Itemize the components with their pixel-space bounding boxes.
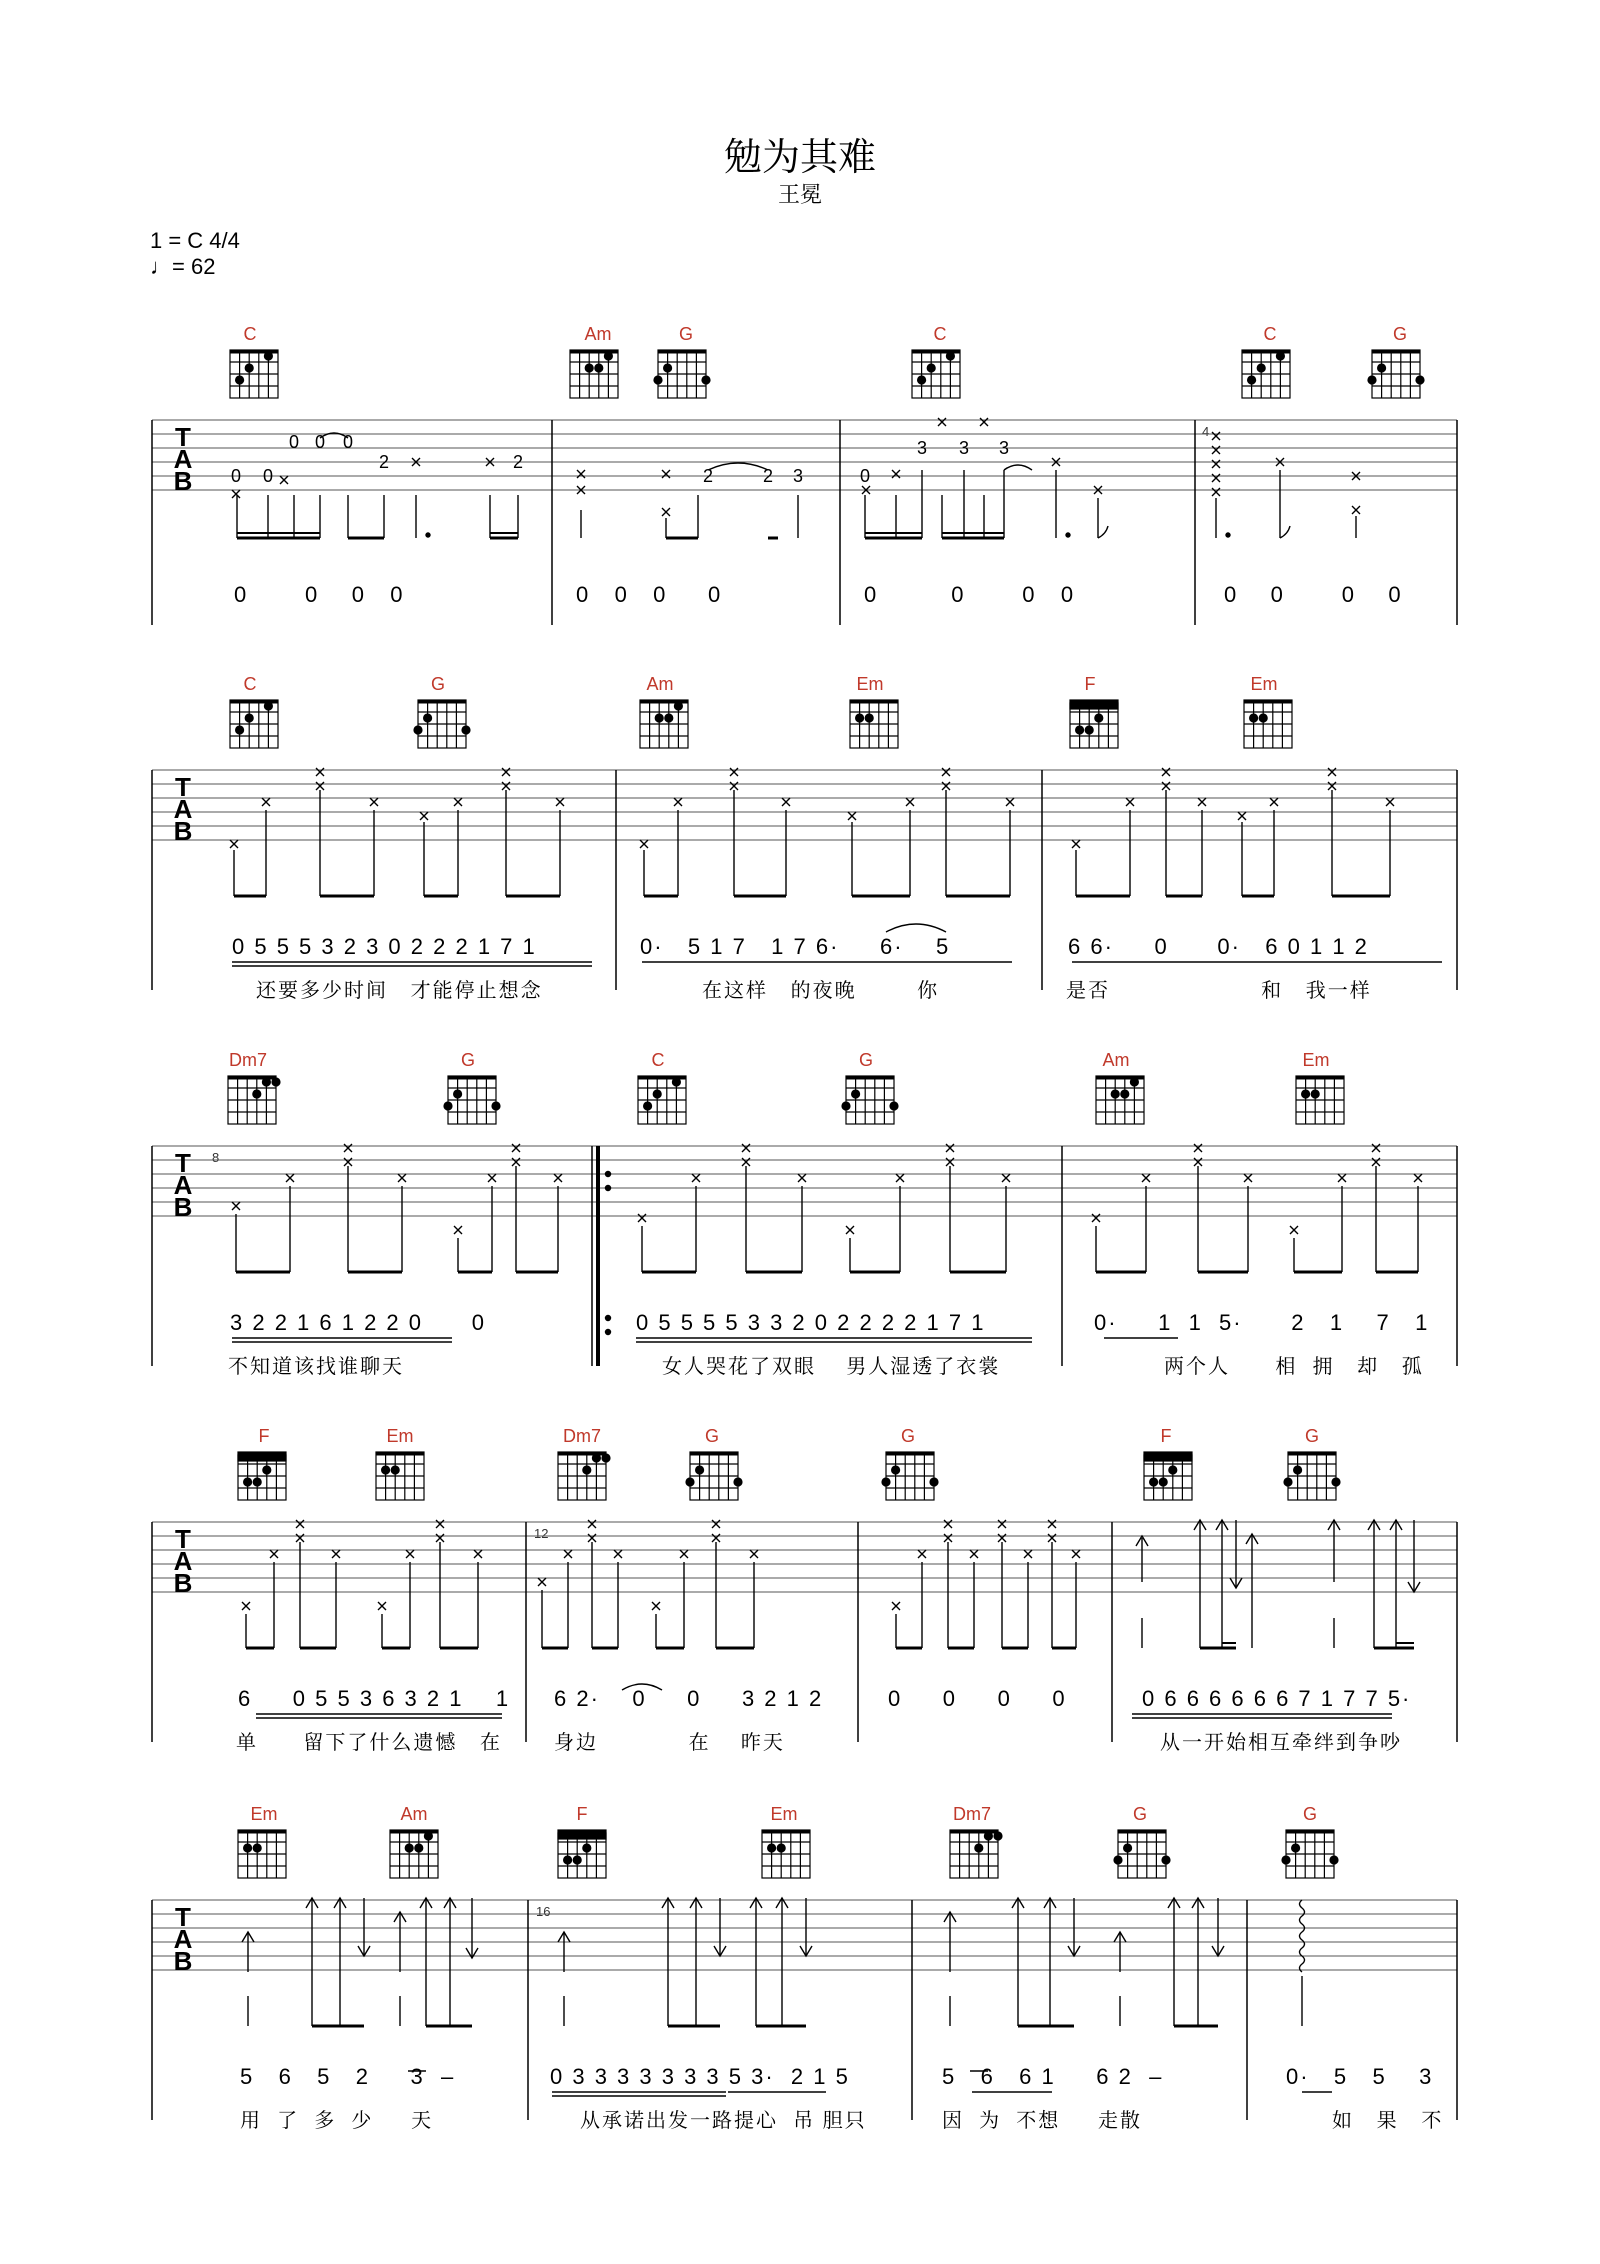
measure-number: 16 <box>536 1904 551 1919</box>
jianpu-measure: 0 0 0 0 <box>234 582 405 607</box>
lyric-line: 在这样 的夜晚 你 <box>702 980 940 1002</box>
jianpu-measure: 6 2· 0 0 3 2 1 2 <box>554 1686 824 1711</box>
lyric-line: 从一开始相互牵绊到争吵 <box>1160 1732 1402 1754</box>
chord-diagram-g <box>842 1076 898 1124</box>
chord-diagram-g <box>1114 1830 1170 1878</box>
chord-diagrams <box>230 700 1292 748</box>
chord-diagram-em <box>1244 700 1292 748</box>
chord-name: Em <box>386 1426 414 1446</box>
chord-name: F <box>258 1426 270 1446</box>
chord-diagram-g <box>414 700 470 748</box>
svg-text:2: 2 <box>378 452 390 472</box>
chord-diagram-g <box>686 1452 742 1500</box>
chord-name: Em <box>250 1804 278 1824</box>
chord-diagram-c <box>638 1076 686 1124</box>
lyric-line: 是否 和 我一样 <box>1066 980 1372 1002</box>
chord-diagram-em <box>1296 1076 1344 1124</box>
chord-name: G <box>1302 1804 1317 1824</box>
tab-system-3 <box>152 1046 1457 1386</box>
chord-diagram-g <box>1282 1830 1338 1878</box>
chord-diagram-g <box>444 1076 500 1124</box>
chord-diagram-em <box>238 1830 286 1878</box>
chord-diagram-f <box>238 1452 286 1500</box>
chord-diagrams <box>238 1452 1340 1500</box>
chord-diagrams <box>238 1830 1338 1878</box>
chord-diagram-c <box>1242 350 1290 398</box>
svg-text:0: 0 <box>859 466 871 486</box>
jianpu-measure: 0 0 0 0 <box>1224 582 1403 607</box>
chord-name: G <box>858 1050 873 1070</box>
jianpu-measure: 0 0 0 0 <box>888 1686 1067 1711</box>
measure-number: 12 <box>534 1526 549 1541</box>
tab-system-2 <box>152 670 1457 1010</box>
svg-text:0: 0 <box>342 432 354 452</box>
tab-clef: T A B <box>173 1524 193 1598</box>
jianpu-measure: 0 6 6 6 6 6 6 7 1 7 7 5· <box>1142 1686 1412 1711</box>
svg-text:0: 0 <box>230 466 242 486</box>
chord-diagram-g <box>1284 1452 1340 1500</box>
svg-text:0: 0 <box>262 466 274 486</box>
svg-text:3: 3 <box>958 438 970 458</box>
chord-name: Am <box>646 674 674 694</box>
chord-name: G <box>900 1426 915 1446</box>
chord-diagram-dm7 <box>558 1452 610 1500</box>
chord-diagram-am <box>640 700 688 748</box>
jianpu-measure: 0· 1 1 5· 2 1 7 1 <box>1094 1310 1430 1335</box>
chord-diagram-f <box>1144 1452 1192 1500</box>
chord-name: G <box>460 1050 475 1070</box>
chord-name: F <box>1160 1426 1172 1446</box>
jianpu-measure: 0· 5 1 7 1 7 6· 6· 5 <box>640 934 951 959</box>
chord-diagram-em <box>762 1830 810 1878</box>
jianpu-measure: 0 3 3 3 3 3 3 3 5 3· 2 1 5 <box>550 2064 850 2089</box>
chord-name: Am <box>400 1804 428 1824</box>
measure-number: 8 <box>212 1150 220 1165</box>
jianpu-measure: 0 5 5 5 3 2 3 0 2 2 2 1 7 1 <box>232 934 537 959</box>
tab-lines <box>152 770 1457 846</box>
tab-clef: T A B <box>173 1148 193 1222</box>
chord-name: Dm7 <box>562 1426 601 1446</box>
chord-name: Em <box>856 674 884 694</box>
chord-name: Em <box>1302 1050 1330 1070</box>
chord-name: C <box>243 674 257 694</box>
chord-name: F <box>1084 674 1096 694</box>
svg-text:3: 3 <box>998 438 1010 458</box>
lyric-line: 不知道该找谁聊天 <box>228 1356 404 1378</box>
lyric-line: 从承诺出发一路提心 吊 胆只 <box>580 2110 867 2132</box>
chord-diagram-g <box>882 1452 938 1500</box>
jianpu-measure: 0 5 5 5 5 3 3 2 0 2 2 2 2 1 7 1 <box>636 1310 986 1335</box>
lyric-line: 单 留下了什么遗憾 在 <box>236 1732 503 1754</box>
jianpu-measure: 5 6 5 2 3 – <box>240 2064 456 2089</box>
jianpu-measure: 0 0 0 0 <box>576 582 723 607</box>
lyric-line: 还要多少时间 才能停止想念 <box>256 980 543 1002</box>
tempo-marking: ♩= 62 <box>150 254 216 279</box>
svg-text:3: 3 <box>792 466 804 486</box>
chord-name: G <box>1392 324 1407 344</box>
chord-name: Dm7 <box>228 1050 267 1070</box>
tab-clef: T A B <box>173 422 193 496</box>
jianpu-measure: 0 0 0 0 <box>864 582 1076 607</box>
chord-diagram-am <box>570 350 618 398</box>
jianpu-measure: 6 6· 0 0· 6 0 1 1 2 <box>1068 934 1369 959</box>
lyric-line: 因 为 不想 走散 <box>942 2110 1143 2132</box>
tab-clef: T A B <box>173 772 193 846</box>
chord-name: G <box>678 324 693 344</box>
chord-diagram-c <box>230 350 278 398</box>
svg-text:3: 3 <box>916 438 928 458</box>
chord-diagram-f <box>558 1830 606 1878</box>
chord-name: Dm7 <box>952 1804 991 1824</box>
chord-diagram-f <box>1070 700 1118 748</box>
chord-diagram-g <box>654 350 710 398</box>
chord-diagram-dm7 <box>228 1076 280 1124</box>
key-signature: 1 = C 4/4 <box>150 228 240 253</box>
key-tempo-block <box>150 228 240 280</box>
chord-name: Em <box>1250 674 1278 694</box>
tab-system-1 <box>152 320 1457 640</box>
chord-name: C <box>933 324 947 344</box>
notes <box>231 418 1360 538</box>
lyric-line: 两个人 相 拥 却 孤 <box>1164 1356 1424 1378</box>
jianpu-measure: 0· 5 5 3 <box>1286 2064 1434 2089</box>
chord-name: G <box>430 674 445 694</box>
chord-diagrams <box>228 1076 1344 1124</box>
chord-name: G <box>1304 1426 1319 1446</box>
tab-lines <box>152 1900 1457 1976</box>
svg-text:2: 2 <box>512 452 524 472</box>
chord-name: F <box>576 1804 588 1824</box>
chord-diagram-c <box>912 350 960 398</box>
tab-clef: T A B <box>173 1902 193 1976</box>
jianpu-measure: 5 6 6 1 6 2 – <box>942 2064 1164 2089</box>
jianpu-measure: 6 0 5 5 3 6 3 2 1 1 <box>238 1686 511 1711</box>
song-artist: 王冕 <box>777 182 822 207</box>
svg-text:2: 2 <box>702 466 714 486</box>
chord-diagram-c <box>230 700 278 748</box>
chord-diagram-am <box>1096 1076 1144 1124</box>
chord-name: G <box>704 1426 719 1446</box>
chord-diagram-am <box>390 1830 438 1878</box>
chord-name: C <box>243 324 257 344</box>
tab-lines <box>152 420 1457 496</box>
chord-diagram-dm7 <box>950 1830 1002 1878</box>
svg-text:2: 2 <box>762 466 774 486</box>
chord-diagrams <box>230 350 1424 398</box>
lyric-line: 身边 在 昨天 <box>554 1732 785 1754</box>
chord-name: Am <box>584 324 612 344</box>
jianpu-measure: 3 2 2 1 6 1 2 2 0 0 <box>230 1310 486 1335</box>
chord-diagram-em <box>850 700 898 748</box>
lyric-line: 女人哭花了双眼 男人湿透了衣裳 <box>662 1356 1001 1378</box>
chord-diagram-em <box>376 1452 424 1500</box>
tab-lines <box>152 1522 1457 1598</box>
svg-text:0: 0 <box>314 432 326 452</box>
tab-system-4 <box>152 1422 1457 1762</box>
lyric-line: 如 果 不 <box>1332 2110 1444 2132</box>
chord-name: C <box>1263 324 1277 344</box>
lyric-line: 用 了 多 少 天 <box>240 2110 434 2132</box>
chord-name: G <box>1132 1804 1147 1824</box>
svg-text:0: 0 <box>288 432 300 452</box>
song-title: 勉为其难 <box>723 137 876 179</box>
tab-system-5 <box>152 1800 1457 2140</box>
chord-name: Am <box>1102 1050 1130 1070</box>
chord-name: C <box>651 1050 665 1070</box>
measure-number: 4 <box>1202 424 1210 439</box>
chord-name: Em <box>770 1804 798 1824</box>
chord-diagram-g <box>1368 350 1424 398</box>
